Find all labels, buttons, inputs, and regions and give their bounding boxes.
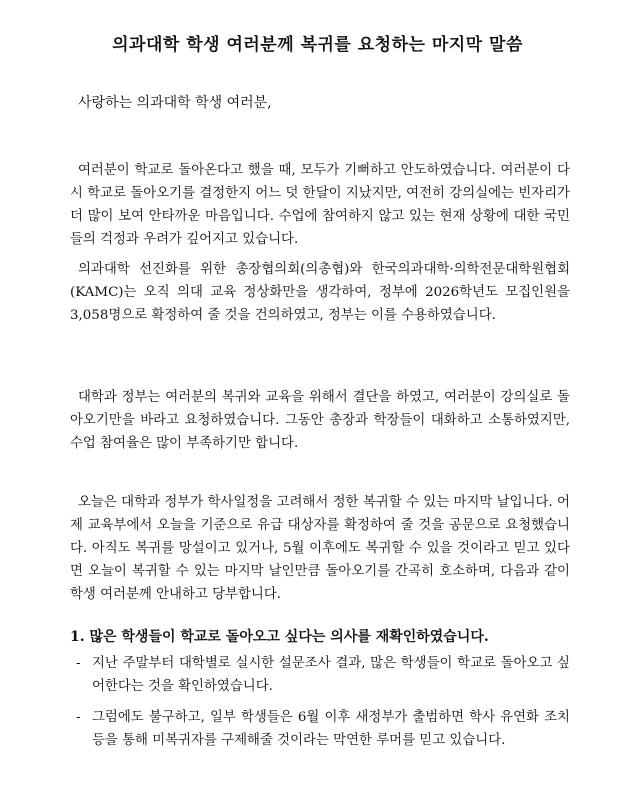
paragraph-4: 오늘은 대학과 정부가 학사일정을 고려해서 정한 복귀할 수 있는 마지막 날입니다. 어제 교육부에서 오늘을 기준으로 유급 대상자를 확정하여 줄 것을 공문으로 요청했습니다. 아직도 복귀를 망설이고 있거나, 5월 이후에도 복귀할 수 있을 것이라고 믿고 있다면 오늘이 복귀할 수 있는 마지막 날인만큼 돌아오기를 간곡히 호소하며, 다음과 같이 학생 여러분께 안내하고 당부합니다. [70,495,570,603]
bullet-text-2: 그럼에도 불구하고, 일부 학생들은 6월 이후 새정부가 출범하면 학사 유연화 조치 등을 통해 미복귀자를 구제해줄 것이라는 막연한 루머를 믿고 있습니다. [92,710,570,748]
salutation: 사랑하는 의과대학 학생 여러분, [78,95,272,111]
paragraph-1: 여러분이 학교로 돌아온다고 했을 때, 모두가 기뻐하고 안도하였습니다. 여러분이 다시 학교로 돌아오기를 결정한지 어느 덧 한달이 지났지만, 여전히 강의실에는 빈자리가 더 많이 보여 안타까운 마음입니다. 수업에 참여하지 않고 있는 현재 상황에 대한 국민들의 걱정과 우려가 깊어지고 있습니다. [70,163,570,248]
section-1-heading: 1. 많은 학생들이 학교로 돌아오고 싶다는 의사를 재확인하였습니다. [70,629,489,645]
paragraph-2: 의과대학 선진화를 위한 총장협의회(의총협)와 한국의과대학·의학전문대학원협회(KAMC)는 오직 의대 교육 정상화만을 생각하여, 정부에 2026학년도 모집인원을 3,058명으로 확정하여 줄 것을 건의하였고, 정부는 이를 수용하였습니다. [70,262,570,324]
section-1-bullet-list-2 [70,706,570,752]
document-title: 의과대학 학생 여러분께 복귀를 요청하는 마지막 말씀 [112,35,523,55]
bullet-item-1 [70,652,570,698]
paragraph-3: 대학과 정부는 여러분의 복귀와 교육을 위해서 결단을 하였고, 여러분이 강의실로 돌아오기만을 바라고 요청하였습니다. 그동안 총장과 학장들이 대화하고 소통하였지만, 수업 참여율은 많이 부족하기만 합니다. [70,390,570,452]
section-1-bullet-list-1 [70,652,570,698]
bullet-item-2 [70,706,570,752]
bullet-text-1: 지난 주말부터 대학별로 실시한 설문조사 결과, 많은 학생들이 학교로 돌아오고 싶어한다는 것을 확인하였습니다. [92,656,570,694]
bullet-dash: - [76,710,81,725]
bullet-dash: - [76,656,81,671]
